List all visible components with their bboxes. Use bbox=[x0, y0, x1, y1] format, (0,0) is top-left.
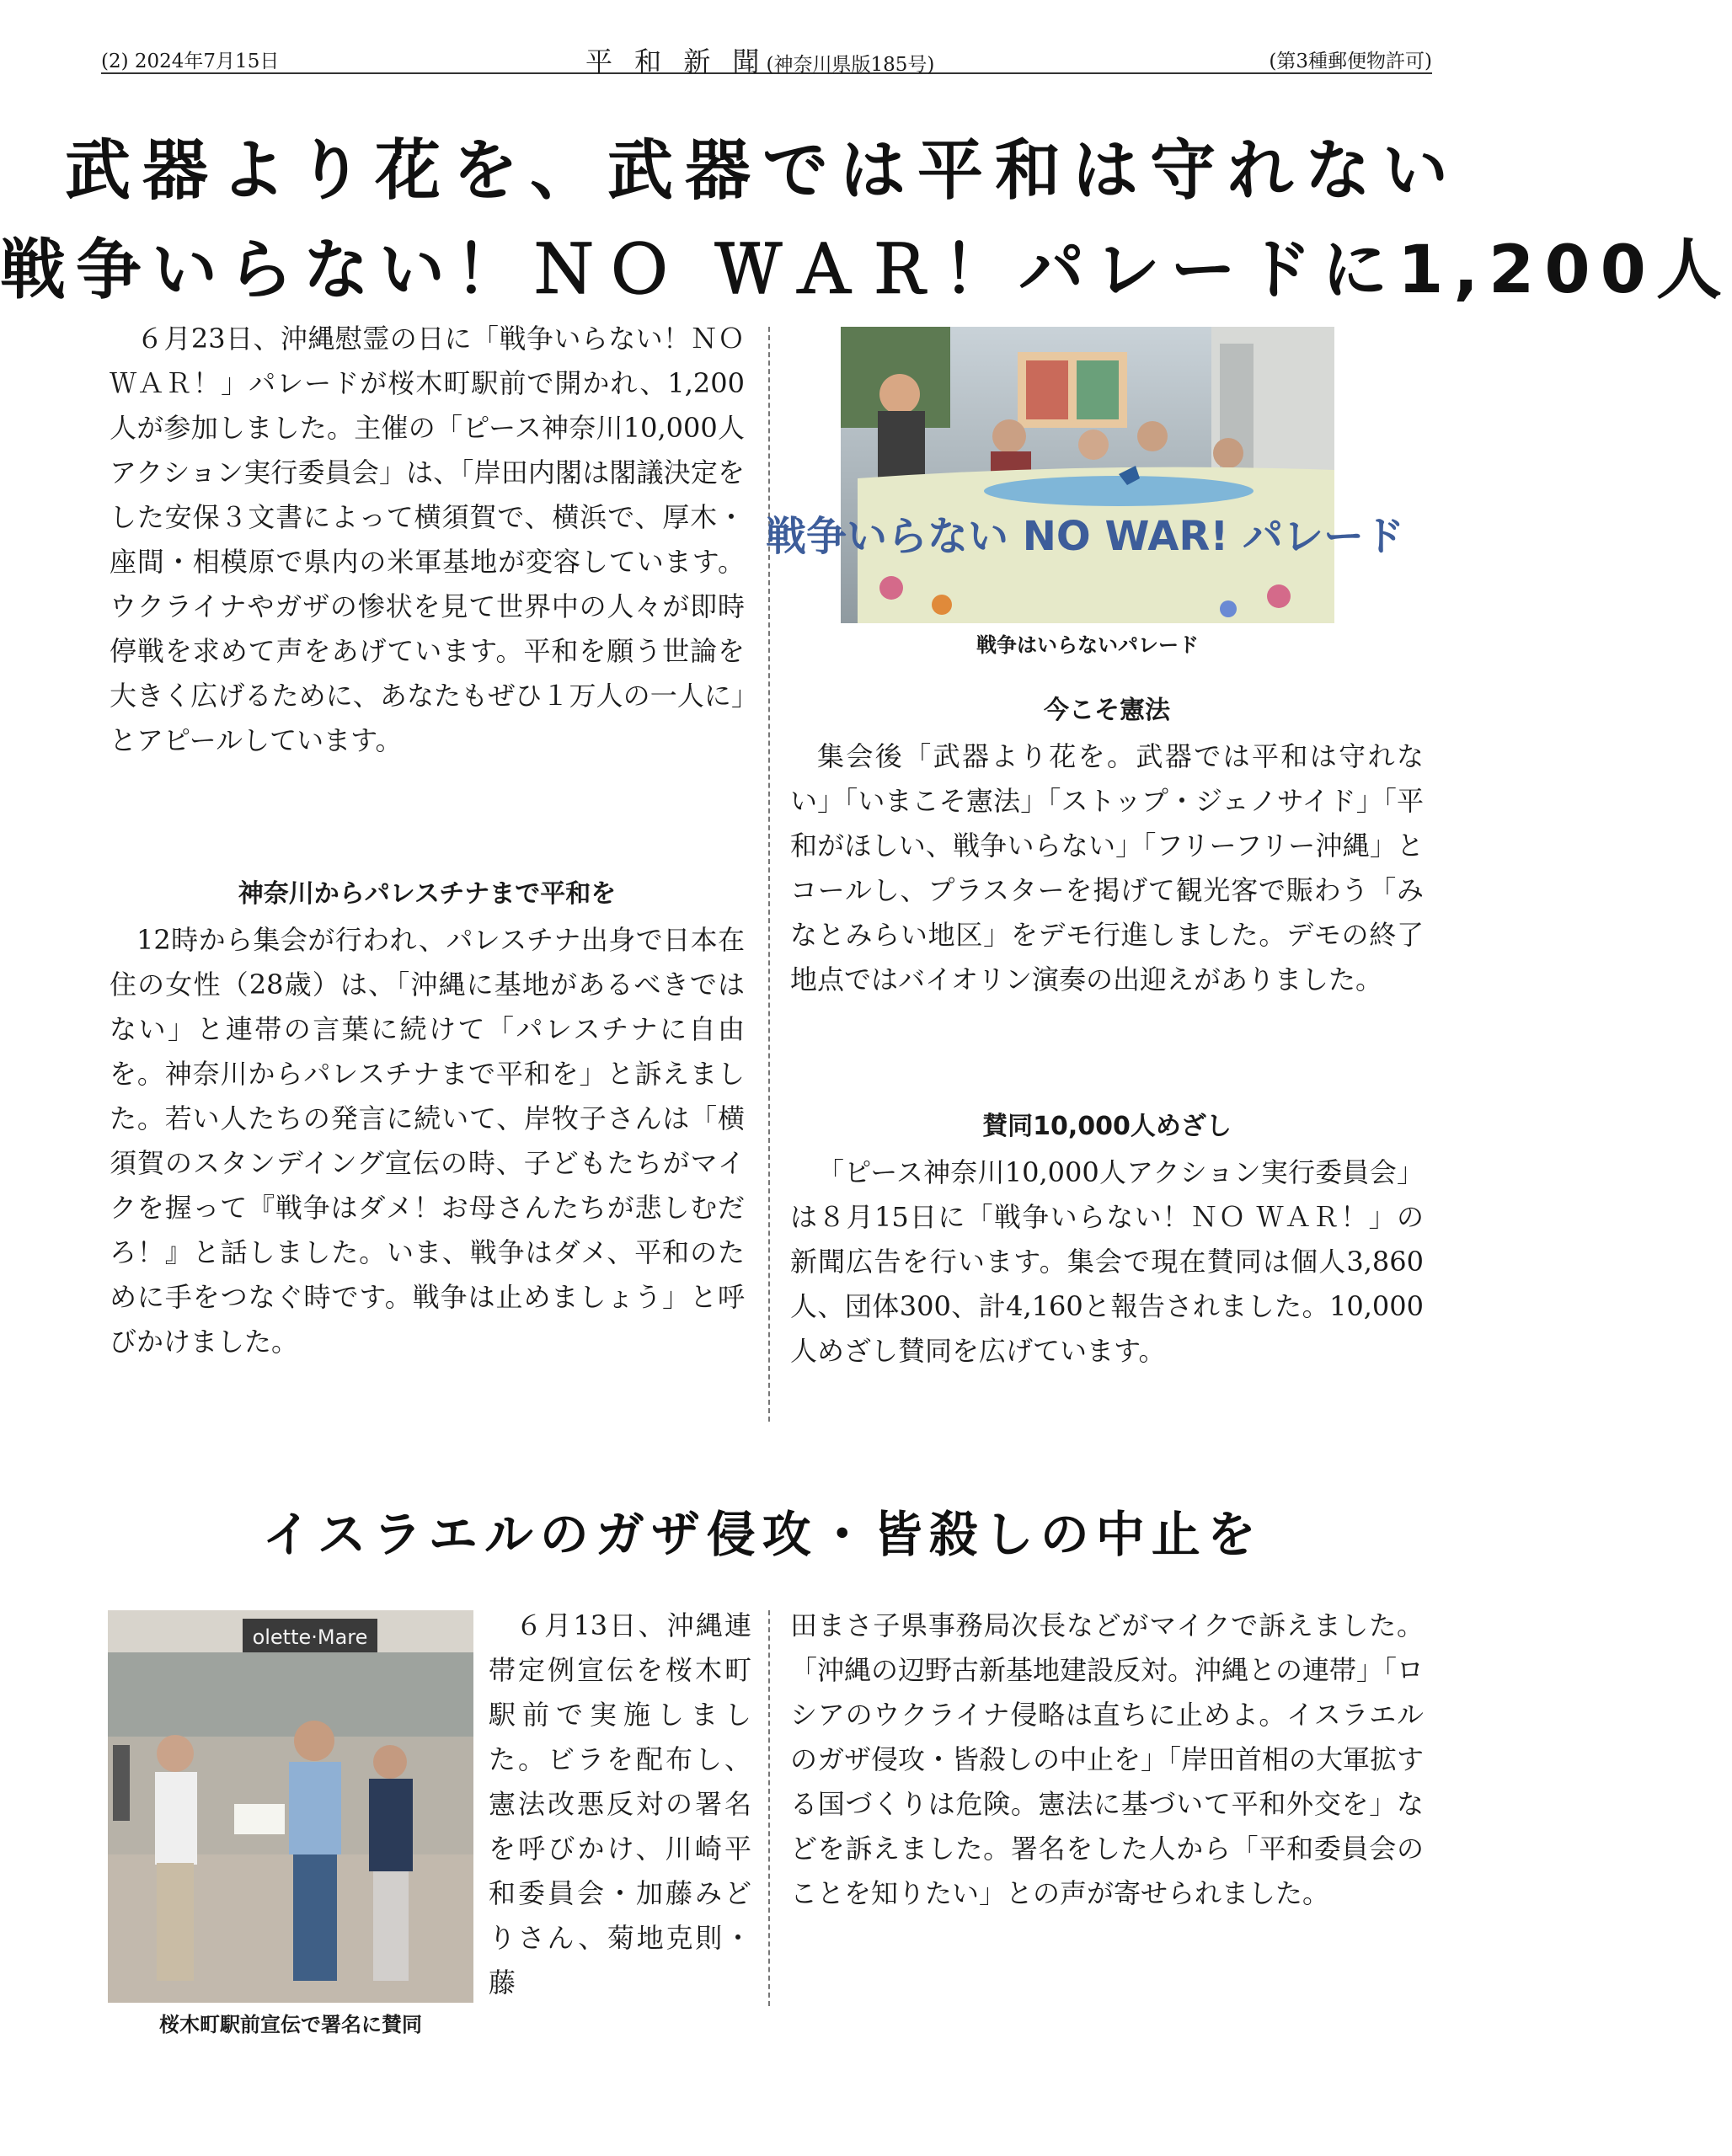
column-divider bbox=[768, 327, 770, 1422]
gaza-body-col1 bbox=[489, 1604, 751, 2005]
page-header bbox=[101, 44, 1432, 77]
postal-permit: (第3種郵便物許可) bbox=[1269, 51, 1432, 72]
parade-photo bbox=[766, 327, 1404, 623]
intro-text: ６月23日、沖縄慰霊の日に「戦争いらない！ＮＯ ＷＡＲ！」パレードが桜木町駅前で開かれ、1,200人が参加しました。主催の「ピース神奈川10,000人アクション実行委員会」は、「岸田内閣は閣議決定をした安保３文書によって横須賀で、横浜で、厚木・座間・相模原で県内の米軍基地が変容しています。ウクライナやガザの惨状を見て世界中の人々が即時停戦を求めて声をあげています。平和を願う世論を大きく広げるために、あなたもぜひ１万人の一人に」とアピールしています。 bbox=[110, 323, 745, 756]
section1-title: 神奈川からパレスチナまで平和を bbox=[238, 879, 617, 909]
street-photo-caption: 桜木町駅前宣伝で署名に賛同 bbox=[159, 2013, 422, 2036]
intro-paragraph bbox=[110, 317, 745, 763]
gaza-text-col1: ６月13日、沖縄連帯定例宣伝を桜木町駅前で実施しました。ビラを配布し、憲法改悪反対の署名を呼びかけ、川崎平和委員会・加藤みどりさん、菊地克則・藤 bbox=[489, 1609, 751, 1999]
paper-title: 平 和 新 聞 bbox=[585, 45, 767, 77]
page-number-date: (2) 2024年7月15日 bbox=[101, 51, 280, 72]
gaza-body-col2 bbox=[790, 1604, 1424, 1916]
parade-photo-caption: 戦争はいらないパレード bbox=[976, 633, 1199, 657]
headline-gaza: イスラエルのガザ侵攻・皆殺しの中止を bbox=[262, 1506, 1263, 1563]
street-photo-image bbox=[108, 1610, 473, 2003]
street-photo bbox=[108, 1610, 473, 2003]
section2-body bbox=[790, 734, 1424, 1002]
banner-text: 戦争いらない NO WAR! パレード bbox=[766, 513, 1404, 560]
edition-number: (神奈川県版185号) bbox=[766, 54, 935, 76]
store-sign-text: olette·Mare bbox=[252, 1625, 368, 1649]
headline-line1: 武器より花を、武器では平和は守れない bbox=[64, 133, 1460, 209]
parade-photo-image bbox=[766, 327, 1404, 623]
section3-text: 「ピース神奈川10,000人アクション実行委員会」は８月15日に「戦争いらない！ＮＯ ＷＡＲ！」の新聞広告を行います。集会で現在賛同は個人3,860人、団体300、計4,160と報告されました。10,000人めざし賛同を広げています。 bbox=[790, 1156, 1424, 1367]
gaza-text-col2: 田まさ子県事務局次長などがマイクで訴えました。「沖縄の辺野古新基地建設反対。沖縄との連帯」「ロシアのウクライナ侵略は直ちに止めよ。イスラエルのガザ侵攻・皆殺しの中止を」「岸田首相の大軍拡する国づくりは危険。憲法に基づいて平和外交を」などを訴えました。署名をした人から「平和委員会のことを知りたい」との声が寄せられました。 bbox=[790, 1609, 1425, 1909]
section3-body bbox=[790, 1150, 1424, 1374]
section3-title: 賛同10,000人めざし bbox=[982, 1112, 1232, 1141]
section2-text: 集会後「武器より花を。武器では平和は守れない」「いまこそ憲法」「ストップ・ジェノサイド」「平和がほしい、戦争いらない」「フリーフリー沖縄」とコールし、プラスターを掲げて観光客で賑わう「みなとみらい地区」をデモ行進しました。デモの終了地点ではバイオリン演奏の出迎えがありました。 bbox=[790, 740, 1424, 995]
section2-title: 今こそ憲法 bbox=[1044, 696, 1170, 725]
headline-line2: 戦争いらない！ＮＯ ＷＡＲ！パレードに1,200人 bbox=[0, 232, 1732, 308]
column-divider-2 bbox=[768, 1610, 770, 2006]
section1-body bbox=[110, 918, 745, 1364]
paper-name bbox=[585, 40, 934, 79]
section1-text: 12時から集会が行われ、パレスチナ出身で日本在住の女性（28歳）は、「沖縄に基地があるべきではない」と連帯の言葉に続けて「パレスチナに自由を。神奈川からパレスチナまで平和を」と訴えました。若い人たちの発言に続いて、岸牧子さんは「横須賀のスタンデイング宣伝の時、子どもたちがマイクを握って『戦争はダメ！お母さんたちが悲しむだろ！』と話しました。いま、戦争はダメ、平和のために手をつなぐ時です。戦争は止めましょう」と呼びかけました。 bbox=[110, 924, 745, 1358]
